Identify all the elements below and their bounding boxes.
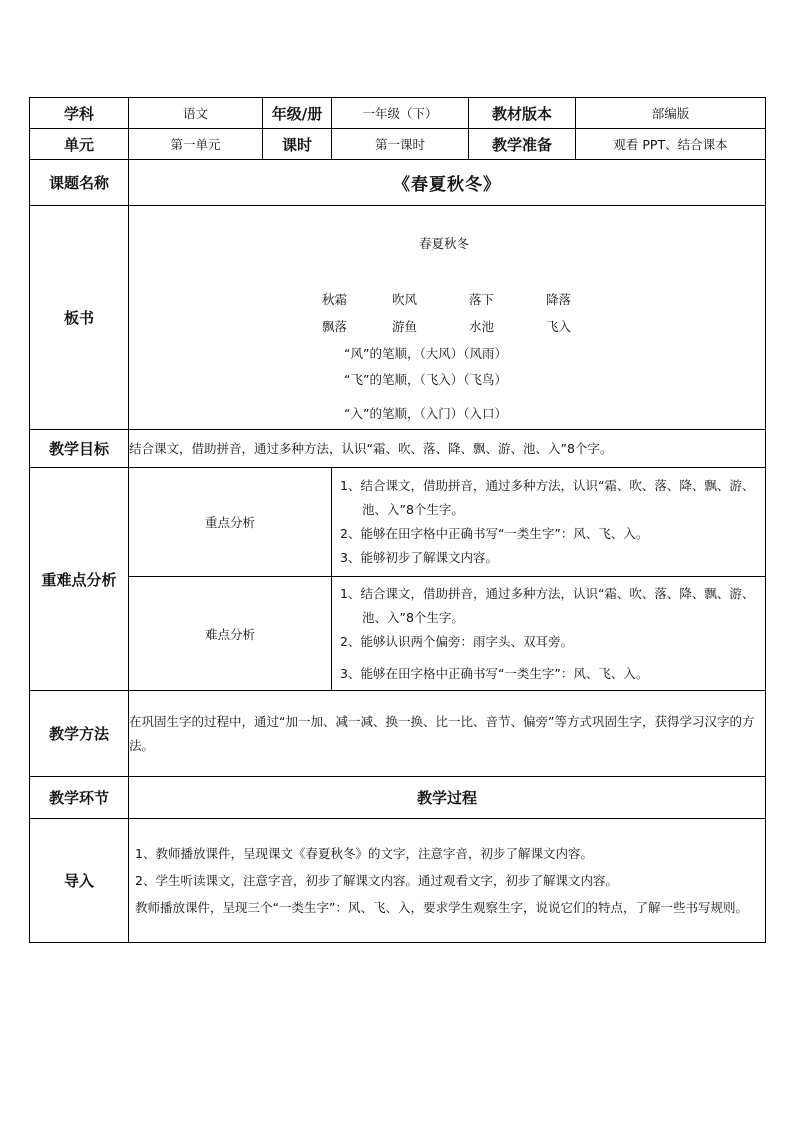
method-row bbox=[30, 691, 766, 777]
key-analysis-content bbox=[332, 468, 766, 577]
intro-line: 1、教师播放课件，呈现课文《春夏秋冬》的文字，注意字音，初步了解课文内容。 bbox=[135, 846, 593, 861]
intro-label: 导入 bbox=[30, 819, 129, 943]
intro-line: 教师播放课件，呈现三个“一类生字”：风、飞、入，要求学生观察生字，说说它们的特点，了解一些书写规则。 bbox=[135, 900, 748, 915]
board-word: 落下 bbox=[469, 292, 495, 307]
difficult-analysis-content bbox=[332, 577, 766, 691]
unit-value: 第一单元 bbox=[129, 129, 263, 160]
period-value: 第一课时 bbox=[332, 129, 469, 160]
board-content bbox=[129, 206, 766, 430]
method-text: 在巩固生字的过程中，通过“加一加、减一减、换一换、比一比、音节、偏旁”等方式巩固生字，获得学习汉字的方法。 bbox=[129, 691, 766, 777]
subject-value: 语文 bbox=[129, 98, 263, 129]
board-area bbox=[129, 206, 765, 429]
grade-value: 一年级（下） bbox=[332, 98, 469, 129]
board-word: 吹风 bbox=[392, 292, 418, 307]
board-note: “飞”的笔顺，（飞入）（飞鸟） bbox=[344, 372, 507, 387]
list-item: 2、能够认识两个偏旁：雨字头、双耳旁。 bbox=[340, 633, 573, 649]
header-row-1 bbox=[30, 98, 766, 129]
intro-row bbox=[30, 819, 766, 943]
prep-value: 观看 PPT、结合课本 bbox=[576, 129, 766, 160]
topic-row bbox=[30, 160, 766, 206]
list-item: 1、结合课文，借助拼音，通过多种方法，认识“霜、吹、落、降、飘、游、池、入”8个生字。 bbox=[340, 585, 755, 625]
board-note: “入”的笔顺，（入门）（入口） bbox=[344, 406, 507, 421]
objective-text: 结合课文，借助拼音，通过多种方法，认识“霜、吹、落、降、飘、游、池、入”8个字。 bbox=[129, 430, 766, 468]
difficult-analysis-label: 难点分析 bbox=[129, 577, 332, 691]
board-word: 飘落 bbox=[322, 319, 348, 334]
difficult-analysis-list bbox=[332, 582, 765, 686]
board-word: 飞入 bbox=[546, 319, 572, 334]
objective-row bbox=[30, 430, 766, 468]
lesson-plan-table bbox=[29, 97, 766, 943]
list-item: 3、能够在田字格中正确书写“一类生字”：风、飞、入。 bbox=[340, 665, 649, 681]
difficult-analysis-row bbox=[30, 577, 766, 691]
unit-label: 单元 bbox=[30, 129, 129, 160]
intro-line: 2、学生听读课文，注意字音，初步了解课文内容。通过观看文字，初步了解课文内容。 bbox=[135, 873, 618, 888]
prep-label: 教学准备 bbox=[469, 129, 576, 160]
key-analysis-list bbox=[332, 474, 765, 570]
objective-label: 教学目标 bbox=[30, 430, 129, 468]
list-item: 1、结合课文，借助拼音，通过多种方法，认识“霜、吹、落、降、飘、游、池、入”8个生字。 bbox=[340, 478, 755, 517]
topic-label: 课题名称 bbox=[30, 160, 129, 206]
intro-content bbox=[129, 819, 766, 943]
header-row-2 bbox=[30, 129, 766, 160]
period-label: 课时 bbox=[263, 129, 332, 160]
list-item: 3、能够初步了解课文内容。 bbox=[340, 550, 498, 565]
process-label: 教学过程 bbox=[129, 777, 766, 819]
board-word: 游鱼 bbox=[392, 319, 418, 334]
topic-title: 《春夏秋冬》 bbox=[129, 160, 766, 206]
edition-label: 教材版本 bbox=[469, 98, 576, 129]
key-analysis-label: 重点分析 bbox=[129, 468, 332, 577]
board-row bbox=[30, 206, 766, 430]
board-label: 板书 bbox=[30, 206, 129, 430]
subject-label: 学科 bbox=[30, 98, 129, 129]
board-note: “风”的笔顺，（大风）（风雨） bbox=[344, 346, 507, 361]
analysis-label: 重难点分析 bbox=[30, 468, 129, 691]
grade-label: 年级/册 bbox=[263, 98, 332, 129]
stage-label: 教学环节 bbox=[30, 777, 129, 819]
board-word: 降落 bbox=[546, 292, 572, 307]
method-label: 教学方法 bbox=[30, 691, 129, 777]
key-analysis-row bbox=[30, 468, 766, 577]
board-word: 水池 bbox=[469, 319, 495, 334]
process-header-row bbox=[30, 777, 766, 819]
board-title: 春夏秋冬 bbox=[419, 236, 470, 251]
edition-value: 部编版 bbox=[576, 98, 766, 129]
list-item: 2、能够在田字格中正确书写“一类生字”：风、飞、入。 bbox=[340, 526, 649, 541]
board-word: 秋霜 bbox=[322, 292, 348, 307]
